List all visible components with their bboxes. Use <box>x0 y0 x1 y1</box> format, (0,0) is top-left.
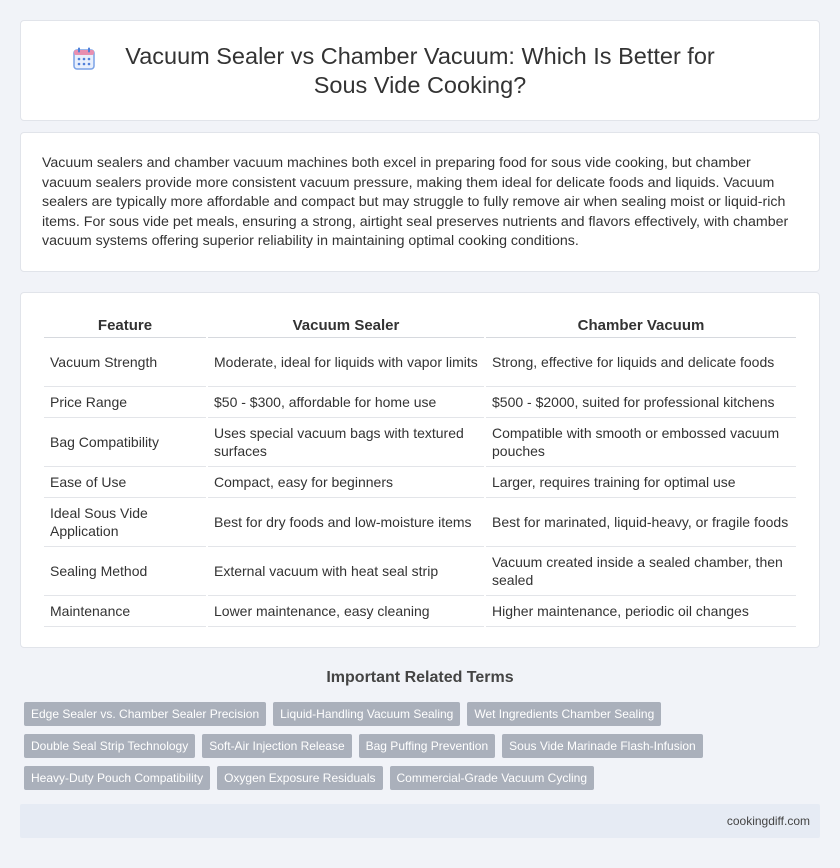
table-row <box>44 387 796 418</box>
table-cell: Ease of Use <box>44 467 206 498</box>
related-term-tag[interactable]: Heavy-Duty Pouch Compatibility <box>24 766 210 790</box>
table-cell: Bag Compatibility <box>44 418 206 467</box>
table-cell: Uses special vacuum bags with textured surfaces <box>208 418 484 467</box>
related-term-tag[interactable]: Wet Ingredients Chamber Sealing <box>467 702 661 726</box>
related-term-tag[interactable]: Soft-Air Injection Release <box>202 734 351 758</box>
table-row <box>44 547 796 596</box>
related-term-tag[interactable]: Sous Vide Marinade Flash-Infusion <box>502 734 703 758</box>
comparison-table-card <box>20 292 820 648</box>
table-cell: $50 - $300, affordable for home use <box>208 387 484 418</box>
table-row <box>44 338 796 387</box>
table-row <box>44 418 796 467</box>
table-cell: Strong, effective for liquids and delicate foods <box>486 338 796 387</box>
tag-row <box>24 734 804 758</box>
table-cell: Ideal Sous Vide Application <box>44 498 206 547</box>
table-row <box>44 467 796 498</box>
table-cell: Larger, requires training for optimal use <box>486 467 796 498</box>
related-terms-list <box>24 702 804 798</box>
table-cell: Best for dry foods and low-moisture items <box>208 498 484 547</box>
related-term-tag[interactable]: Double Seal Strip Technology <box>24 734 195 758</box>
table-header-row <box>44 316 796 338</box>
column-header-vacuum-sealer: Vacuum Sealer <box>208 316 484 338</box>
table-cell: Vacuum created inside a sealed chamber, then sealed <box>486 547 796 596</box>
comparison-table <box>42 316 798 627</box>
related-term-tag[interactable]: Commercial-Grade Vacuum Cycling <box>390 766 595 790</box>
table-cell: Price Range <box>44 387 206 418</box>
intro-card <box>20 132 820 272</box>
table-cell: Compatible with smooth or embossed vacuum pouches <box>486 418 796 467</box>
table-cell: Sealing Method <box>44 547 206 596</box>
table-row <box>44 498 796 547</box>
footer-site-name: cookingdiff.com <box>726 814 810 828</box>
table-cell: External vacuum with heat seal strip <box>208 547 484 596</box>
header-card <box>20 20 820 121</box>
column-header-feature: Feature <box>44 316 206 338</box>
table-cell: Vacuum Strength <box>44 338 206 387</box>
table-cell: Lower maintenance, easy cleaning <box>208 596 484 627</box>
related-term-tag[interactable]: Oxygen Exposure Residuals <box>217 766 382 790</box>
table-cell: Higher maintenance, periodic oil changes <box>486 596 796 627</box>
table-cell: Moderate, ideal for liquids with vapor limits <box>208 338 484 387</box>
footer <box>20 804 820 838</box>
table-row <box>44 596 796 627</box>
page-title: Vacuum Sealer vs Chamber Vacuum: Which Is Better for Sous Vide Cooking? <box>125 42 715 98</box>
table-cell: $500 - $2000, suited for professional kitchens <box>486 387 796 418</box>
intro-paragraph: Vacuum sealers and chamber vacuum machines both excel in preparing food for sous vide cooking, but chamber vacuum sealers provide more consistent vacuum pressure, making them ideal for delicate foods and liquids. Vacuum sealers are typically more affordable and compact but may struggle to fully remove air when sealing moist or liquid-rich items. For sous vide pet meals, ensuring a strong, airtight seal preserves nutrients and flavors effectively, with chamber vacuum systems offering superior reliability in maintaining optimal cooking conditions. <box>42 155 789 250</box>
related-terms-title: Important Related Terms <box>326 669 514 686</box>
table-cell: Best for marinated, liquid-heavy, or fragile foods <box>486 498 796 547</box>
related-term-tag[interactable]: Edge Sealer vs. Chamber Sealer Precision <box>24 702 266 726</box>
related-term-tag[interactable]: Liquid-Handling Vacuum Sealing <box>273 702 460 726</box>
tag-row <box>24 766 804 790</box>
column-header-chamber-vacuum: Chamber Vacuum <box>486 316 796 338</box>
title-wrap <box>21 21 819 120</box>
related-term-tag[interactable]: Bag Puffing Prevention <box>359 734 496 758</box>
tag-row <box>24 702 804 726</box>
table-cell: Maintenance <box>44 596 206 627</box>
table-cell: Compact, easy for beginners <box>208 467 484 498</box>
